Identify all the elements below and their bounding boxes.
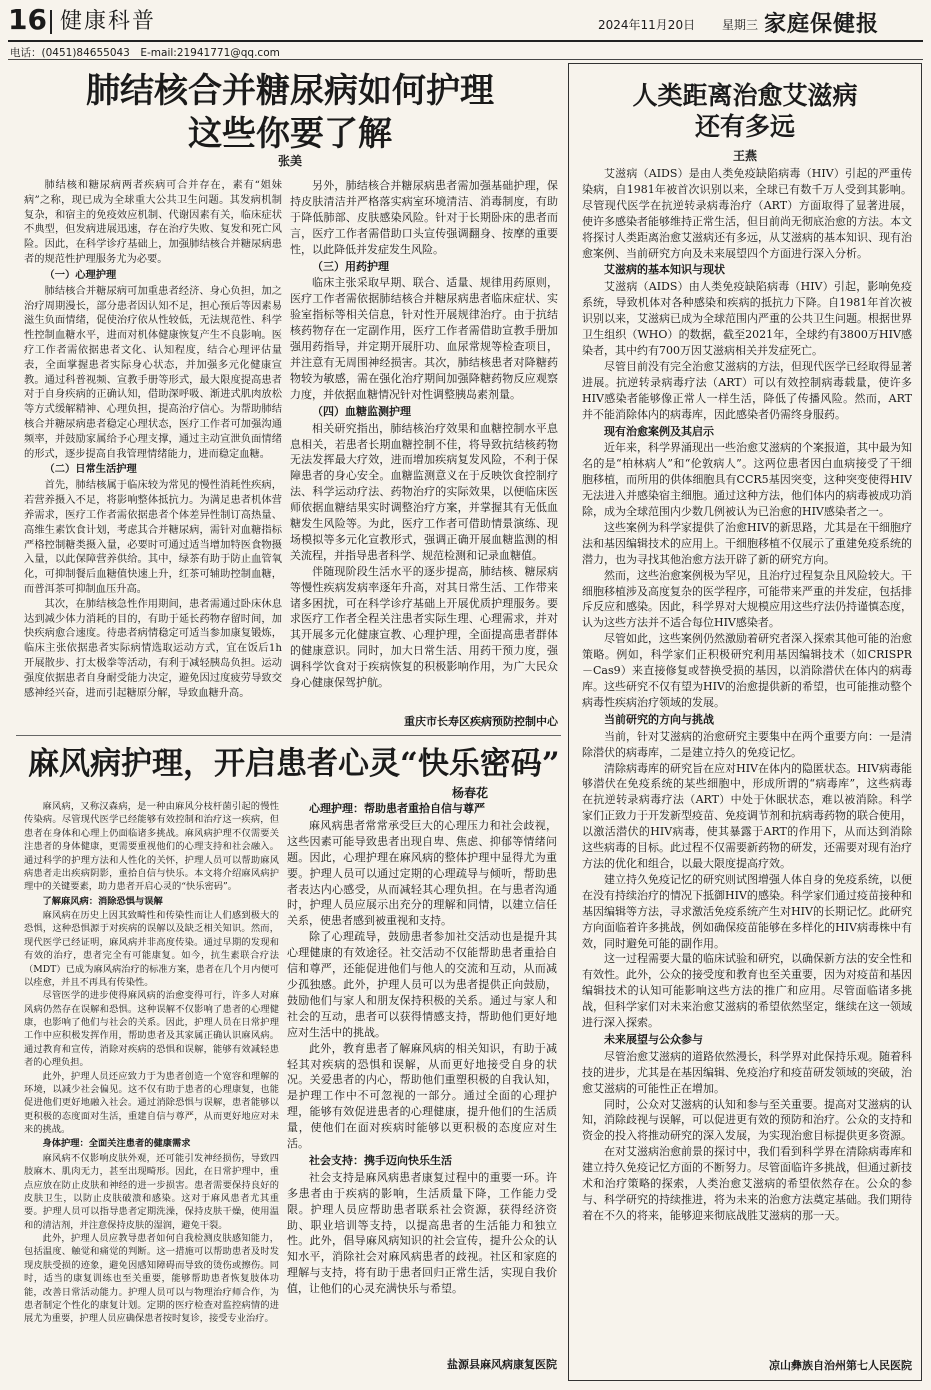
article1-heading-4: （四）血糖监测护理 [312, 404, 411, 418]
article1-intro: 肺结核和糖尿病两者疾病可合并存在，素有“姐妹病”之称，现已成为全球重大公共卫生问题。其发病机制复杂，和宿主的免疫效应机制、代谢因素有关，临床症状不典型，但发病进展迅速，存在治疗失败、复发和死亡风险。因此，在科学诊疗基础上，加强肺结核合并糖尿病患者的规范性护理服务尤为必要。 [24, 179, 282, 266]
page-number: 16 [8, 3, 47, 36]
issue-date: 2024年11月20日 [598, 18, 696, 32]
article3-paragraph: 尽管目前没有完全治愈艾滋病的方法，但现代医学已经取得显著进展。抗逆转录病毒疗法（ART）可以有效控制病毒载量，使许多HIV感染者能够像正常人一样生活，降低了传播风险。然而，ART并不能消除体内的病毒库，因此感染者仍需终身服药。 [582, 359, 912, 421]
section-name: 健康科普 [60, 9, 157, 34]
article3-paragraph: 同时，公众对艾滋病的认知和参与至关重要。提高对艾滋病的认知，消除歧视与误解，可以促进更有效的预防和治疗。公众的支持和资金的投入将推动研究的深入发展，为实现治愈目标提供更多资源。 [582, 1097, 912, 1143]
article3-paragraph: 近年来，科学界涌现出一些治愈艾滋病的个案报道，其中最为知名的是“柏林病人”和“伦敦病人”。这两位患者因白血病接受了干细胞移植，而所用的供体细胞具有CCR5基因突变，这种突变使得HIV无法进入并感染宿主细胞。通过这种方法，他们体内的病毒被成功消除，成为全球范围内少数几例被认为已治愈的HIV感染者之一。 [582, 441, 912, 519]
article3-paragraph: 这一过程需要大量的临床试验和研究，以确保新方法的安全性和有效性。此外，公众的接受度和教育也至关重要，因为对疫苗和基因编辑技术的认知可能影响这些方法的推广和应用。尽管面临诸多挑战，但科学家们对未来治愈艾滋病的希望依然坚定，继续在这一领域进行深入探索。 [582, 952, 912, 1030]
article3-paragraph: 当前，针对艾滋病的治愈研究主要集中在两个重要方向：一是清除潜伏的病毒库，二是建立持久的免疫记忆。 [582, 729, 912, 759]
article2-paragraph: 除了心理疏导，鼓励患者参加社交活动也是提升其心理健康的有效途径。社交活动不仅能帮助患者重拾自信和尊严，还能促进他们与他人的交流和互动，从而减少孤独感。此外，护理人员可以为患者提供正向鼓励，鼓励他们与家人和朋友保持积极的关系。通过与家人和社会的互动，患者可以获得情感支持，帮助他们更好地应对生活中的挑战。 [287, 930, 557, 1039]
article2-heading-2: 身体护理：全面关注患者的健康需求 [42, 1138, 191, 1150]
contact-info: 电话：(0451)84655043 E-mail:21941771@qq.com [10, 47, 280, 59]
article2-paragraph: 麻风病，又称汉森病，是一种由麻风分枝杆菌引起的慢性传染病。尽管现代医学已经能够有效控制和治疗这一疾病，但患者在身体和心理上仍面临诸多挑战。麻风病护理不仅需要关注患者的身体健康，更需要重视他们的心理支持和社会融入。通过科学的护理方法和人性化的关怀，护理人员可以帮助麻风病患者走出疾病阴影，重拾自信与快乐。本文将介绍麻风病护理中的关键要素，助力患者开启心灵的“快乐密码”。 [24, 801, 279, 893]
article3-heading-4: 未来展望与公众参与 [604, 1032, 703, 1046]
article3-paragraph: 然而，这些治愈案例极为罕见，且治疗过程复杂且风险较大。干细胞移植涉及高度复杂的医学程序，可能带来严重的并发症，包括排斥反应和感染。因此，科学界对大规模应用这些疗法仍持谨慎态度，认为这些方法并不适合每位HIV感染者。 [582, 568, 912, 630]
article2-heading-4: 社会支持：携手迈向快乐生活 [309, 1153, 452, 1167]
article1-author: 张美 [277, 154, 302, 168]
article1-paragraph: 相关研究指出，肺结核治疗效果和血糖控制水平息息相关，若患者长期血糖控制不佳，将导致抗结核药物无法发挥最大疗效，进而增加疾病复发风险，不利于保障患者的身心安全。血糖监测意义在于反映饮食控制疗法、科学运动疗法、药物治疗的实际效果，以便临床医师依据血糖结果实时调整治疗方案，并掌握其有无低血糖发生风险等。为此，医疗工作者可借助情景演练、现场模拟等多元化宣教形式，强调正确开展血糖监测的相关流程，并指导患者科学、规范检测和记录血糖值。 [290, 421, 558, 562]
article2-paragraph: 麻风病不仅影响皮肤外观，还可能引发神经损伤，导致四肢麻木、肌肉无力，甚至出现畸形。因此，在日常护理中，重点应放在防止皮肤和神经的进一步损害。患者需要保持良好的皮肤卫生，以防止皮肤破溃和感染。这对于麻风患者尤其重要。护理人员可以指导患者定期洗澡，保持皮肤干燥，使用温和的清洁剂，并注意保持皮肤的湿润，避免干裂。 [24, 1152, 279, 1231]
article3-heading-2: 现有治愈案例及其启示 [604, 424, 714, 438]
article2-source: 盐源县麻风病康复医院 [447, 1358, 557, 1371]
article1-title [30, 70, 550, 155]
article1-title-line2: 这些你要了解 [188, 113, 392, 154]
article3-paragraph: 建立持久免疫记忆的研究则试图增强人体自身的免疫系统，以便在没有持续治疗的情况下抵御HIV的感染。科学家们通过疫苗接种和基因编辑等方法，寻求激活免疫系统产生对HIV的长期记忆。此研究方向面临着许多挑战，例如确保疫苗能够在多样化的HIV病毒株中有效，同时避免可能的副作用。 [582, 872, 912, 950]
article1-heading-3: （三）用药护理 [312, 259, 389, 273]
article3-heading-1: 艾滋病的基本知识与现状 [604, 263, 725, 277]
article1-column-2 [290, 178, 558, 708]
article2-paragraph: 麻风病在历史上因其致畸性和传染性而让人们感到极大的恐惧，这种恐惧源于对疾病的误解以及缺乏相关知识。然而，现代医学已经证明，麻风病并非高度传染。通过早期的发现和有效的治疗，患者完全有可能康复。如今，抗生素联合疗法（MDT）已成为麻风病治疗的标准方案，患者在几个月内便可以痊愈，并且不再具有传染性。 [24, 910, 279, 988]
article3-heading-3: 当前研究的方向与挑战 [604, 712, 714, 726]
article3-paragraph: 在对艾滋病治愈前景的探讨中，我们看到科学界在清除病毒库和建立持久免疫记忆方面的不断努力。尽管面临许多挑战，但通过新技术和治疗策略的探索，人类治愈艾滋病的希望依然存在。公众的参与、科学研究的持续推进，将为未来的治愈方法奠定基础。我们期待着在不久的将来，能够迎来彻底战胜艾滋病的那一天。 [582, 1145, 912, 1222]
contact-rule [8, 59, 923, 60]
article2-paragraph: 尽管医学的进步使得麻风病的治愈变得可行，许多人对麻风病仍然存在误解和恐惧。这种误解不仅影响了患者的心理健康，也影响了他们与社会的关系。因此，护理人员在日常护理工作中应积极发挥作用，帮助患者及其家属正确认识麻风病。通过教育和宣传，消除对疾病的恐惧和误解，能够有效减轻患者的心理负担。 [24, 990, 279, 1069]
article2-title: 麻风病护理，开启患者心灵“快乐密码” [28, 746, 560, 782]
article1-paragraph: 肺结核合并糖尿病可加重患者经济、身心负担，加之治疗周期漫长，部分患者因认知不足，担心预后等因素易滋生负面情绪，促使治疗依从性较低，无法规范性、科学性控制血糖水平，进而对机体健康恢复产生不良影响。医疗工作者需依据患者文化、认知程度，结合心理评估量表，全面掌握患者实际身心状态，并加强多元化健康宣教。通过科普视频、宣教手册等形式，最大限度提高患者对于自身疾病的正确认知，借助深呼吸、渐进式肌肉放松等方式缓解精神、心理负担，提高治疗信心。为帮助肺结核合并糖尿病患者稳定心理状态，医疗工作者可加强沟通频率，并鼓励家属给予心理支撑，通过主动宣泄负面情绪的形式，逐步提高自我管理情绪能力，进而稳定血糖。 [24, 284, 282, 460]
article1-source: 重庆市长寿区疾病预防控制中心 [404, 715, 558, 728]
masthead-rule [8, 40, 923, 42]
article1-paragraph: 临床主张采取早期、联合、适量、规律用药原则，医疗工作者需依据肺结核合并糖尿病患者临床症状、实验室指标等相关信息，针对性开展规律治疗。由于抗结核药物存在一定副作用，医疗工作者需借助宣教手册加强用药指导，并定期开展肝功、血尿常规等检查项目，并注意有无周围神经损害。其次，肺结核患者对降糖药物较为敏感，需在强化治疗期间加强降糖药物反应观察力度，并依据血糖情况针对性调整胰岛素剂量。 [290, 276, 558, 401]
header-divider [50, 10, 52, 34]
issue-weekday: 星期三 [722, 18, 759, 32]
article2-paragraph: 此外，教育患者了解麻风病的相关知识，有助于减轻其对疾病的恐惧和误解，从而更好地接受自身的状况。关爱患者的内心，帮助他们重塑积极的自我认知，是护理工作中不可忽视的一部分。通过全面的心理护理，能够有效促进患者的心理健康，提升他们的生活质量，使他们在面对疾病时能够以更积极的态度应对生活。 [287, 1041, 557, 1151]
article2-heading-1: 了解麻风病：消除恐惧与误解 [42, 895, 163, 907]
article2-paragraph: 此外，护理人员应教导患者如何自我检测皮肤感知能力，包括温度、触觉和痛觉的判断。这一措施可以帮助患者及时发现皮肤受损的迹象，避免因感知障碍而导致的烫伤或擦伤。同时，适当的康复训练也至关重要，能够帮助患者恢复肢体功能，改善日常活动能力。护理人员可以与物理治疗师合作，为患者制定个性化的康复计划。定期的医疗检查对监控病情的进展尤为重要，护理人员应确保患者按时复诊，接受专业治疗。 [24, 1233, 279, 1325]
article1-paragraph: 另外，肺结核合并糖尿病患者需加强基础护理，保持皮肤清洁并严格落实病室环境清洁、消毒制度，有助于降低肺部、皮肤感染风险。针对于长期卧床的患者而言，医疗工作者需借助口头宣传强调翻身、按摩的重要性，以此降低并发症发生风险。 [290, 179, 558, 256]
article2-paragraph: 社会支持是麻风病患者康复过程中的重要一环。许多患者由于疾病的影响，生活质量下降，工作能力受限。护理人员应帮助患者联系社会资源，获得经济资助、职业培训等支持，以提高患者的生活能力和独立性。此外，倡导麻风病知识的社会宣传，提升公众的认知水平，消除社会对麻风病患者的歧视。社区和家庭的理解与支持，将有助于患者回归正常生活，实现自我价值，让他们的心灵充满快乐与希望。 [287, 1170, 557, 1296]
article3-author: 王燕 [732, 149, 757, 163]
article3-title-line2: 还有多远 [694, 112, 795, 142]
article3-source: 凉山彝族自治州第七人民医院 [769, 1359, 912, 1372]
article2-author: 杨春花 [452, 786, 489, 800]
article1-paragraph: 伴随现阶段生活水平的逐步提高，肺结核、糖尿病等慢性疾病发病率逐年升高，对其日常生活、工作带来诸多困扰，可在科学诊疗基础上开展优质护理服务。要求医疗工作者全程关注患者实际生理、心理需求，并对其开展多元化健康宣教、心理护理，全面提高患者群体的健康意识。同时，加大日常生活、用药干预力度，强调科学饮食对于疾病恢复的积极影响作用，为广大民众身心健康保驾护航。 [290, 564, 558, 690]
article2-heading-3: 心理护理：帮助患者重拾自信与尊严 [309, 802, 485, 815]
article3-paragraph: 尽管如此，这些案例仍然激励着研究者深入探索其他可能的治愈策略。例如，科学家们正积极研究利用基因编辑技术（如CRISPR－Cas9）来直接修复或替换受损的基因，以消除潜伏在体内的病毒库。这些研究不仅有望为HIV的治愈提供新的希望，也可能推动整个病毒性疾病治疗领域的发展。 [582, 632, 912, 709]
article3-paragraph: 艾滋病（AIDS）由人类免疫缺陷病毒（HIV）引起，影响免疫系统，导致机体对各种感染和疾病的抵抗力下降。自1981年首次被识别以来，艾滋病已成为全球范围内严重的公共卫生问题。根据世界卫生组织（WHO）的数据，截至2021年，全球约有3800万HIV感染者，其中约有700万因艾滋病相关并发症死亡。 [582, 280, 912, 357]
article2-paragraph: 麻风病患者常常承受巨大的心理压力和社会歧视，这些因素可能导致患者出现自卑、焦虑、抑郁等情绪问题。因此，心理护理在麻风病的整体护理中显得尤为重要。护理人员可以通过定期的心理疏导与倾听，帮助患者表达内心感受，从而减轻其心理负担。在与患者沟通时，护理人员应展示出充分的理解和同情，以建立信任关系，使患者感到被重视和支持。 [287, 818, 557, 928]
article1-paragraph: 其次，在肺结核急性作用期间，患者需通过卧床休息达到减少体力消耗的目的，有助于延长药物存留时间，加快疾病愈合速度。待患者病情稳定可适当参加康复锻炼，临床主张依据患者实际病情选取运动方式，宜在饭后1h开展散步、打太极拳等活动，有利于减轻胰岛负担。运动强度依据患者自身耐受能力决定，避免因过度疲劳导致交感神经兴奋，进而引起糖原分解，导致血糖升高。 [24, 597, 282, 699]
article3-paragraph: 尽管治愈艾滋病的道路依然漫长，科学界对此保持乐观。随着科技的进步，尤其是在基因编辑、免疫治疗和疫苗研发领域的突破，治愈艾滋病的可能性正在增加。 [582, 1049, 912, 1095]
article-divider [16, 735, 561, 736]
article3-title [575, 80, 915, 143]
article3-paragraph: 这些案例为科学家提供了治愈HIV的新思路，尤其是在干细胞疗法和基因编辑技术的应用上。干细胞移植不仅展示了重建免疫系统的潜力，也为寻找其他治愈方法开辟了新的研究方向。 [582, 520, 912, 566]
article3-paragraph: 艾滋病（AIDS）是由人类免疫缺陷病毒（HIV）引起的严重传染病，自1981年被首次识别以来，全球已有数千万人受到其影响。尽管现代医学在抗逆转录病毒治疗（ART）方面取得了显著进展，使许多感染者能够维持正常生活，但目前尚无彻底治愈的方法。本文将探讨人类距离治愈艾滋病还有多远，从艾滋病的基本知识、现有治愈案例、当前研究方向及未来展望四个方面进行深入分析。 [582, 167, 912, 260]
article1-title-line1: 肺结核合并糖尿病如何护理 [86, 71, 494, 111]
article2-paragraph: 此外，护理人员还应致力于为患者创造一个宽容和理解的环境，以减少社会偏见。这不仅有助于患者的心理康复，也能促进他们更好地融入社会。通过消除恐惧与误解，患者能够以更积极的态度面对生活，重建自信与尊严，从而更好地应对未来的挑战。 [24, 1070, 279, 1135]
article1-heading-2: （二）日常生活护理 [44, 463, 137, 476]
newspaper-name: 家庭保健报 [764, 11, 880, 37]
article3-title-line1: 人类距离治愈艾滋病 [632, 81, 858, 110]
article2-column-1 [24, 800, 279, 1375]
article3-column [582, 166, 912, 1351]
article1-paragraph: 首先，肺结核属于临床较为常见的慢性消耗性疾病，若营养摄入不足，将影响整体抵抗力。为满足患者机体营养需求，医疗工作者需依据患者个体差异性制订高热量、高维生素饮食计划，考虑其合并糖尿病，需针对血糖指标严格控制糖类摄入量，必要时可通过适当增加特医食物摄入量，以此保障营养供给。其中，绿茶有助于防止血管氧化，可抑制餐后血糖值快速上升，红茶可辅助控制血糖，而普洱茶可抑制血压升高。 [24, 479, 282, 595]
article2-column-2 [287, 800, 557, 1352]
article1-column-1 [24, 178, 282, 733]
article1-heading-1: （一）心理护理 [44, 268, 117, 281]
article3-paragraph: 清除病毒库的研究旨在应对HIV在体内的隐匿状态。HIV病毒能够潜伏在免疫系统的某些细胞中，形成所谓的“病毒库”，这些病毒在抗逆转录病毒疗法（ART）中处于休眠状态，难以被消除。科学家们正致力于开发新型疫苗、免疫调节剂和抗病毒药物的联合使用，以激活潜伏的HIV病毒，使其暴露于ART的作用下，从而达到消除这些病毒的目标。此过程不仅需要新药物的研发，还需要对现有治疗方法的优化和组合，以最大限度提高疗效。 [582, 761, 912, 870]
